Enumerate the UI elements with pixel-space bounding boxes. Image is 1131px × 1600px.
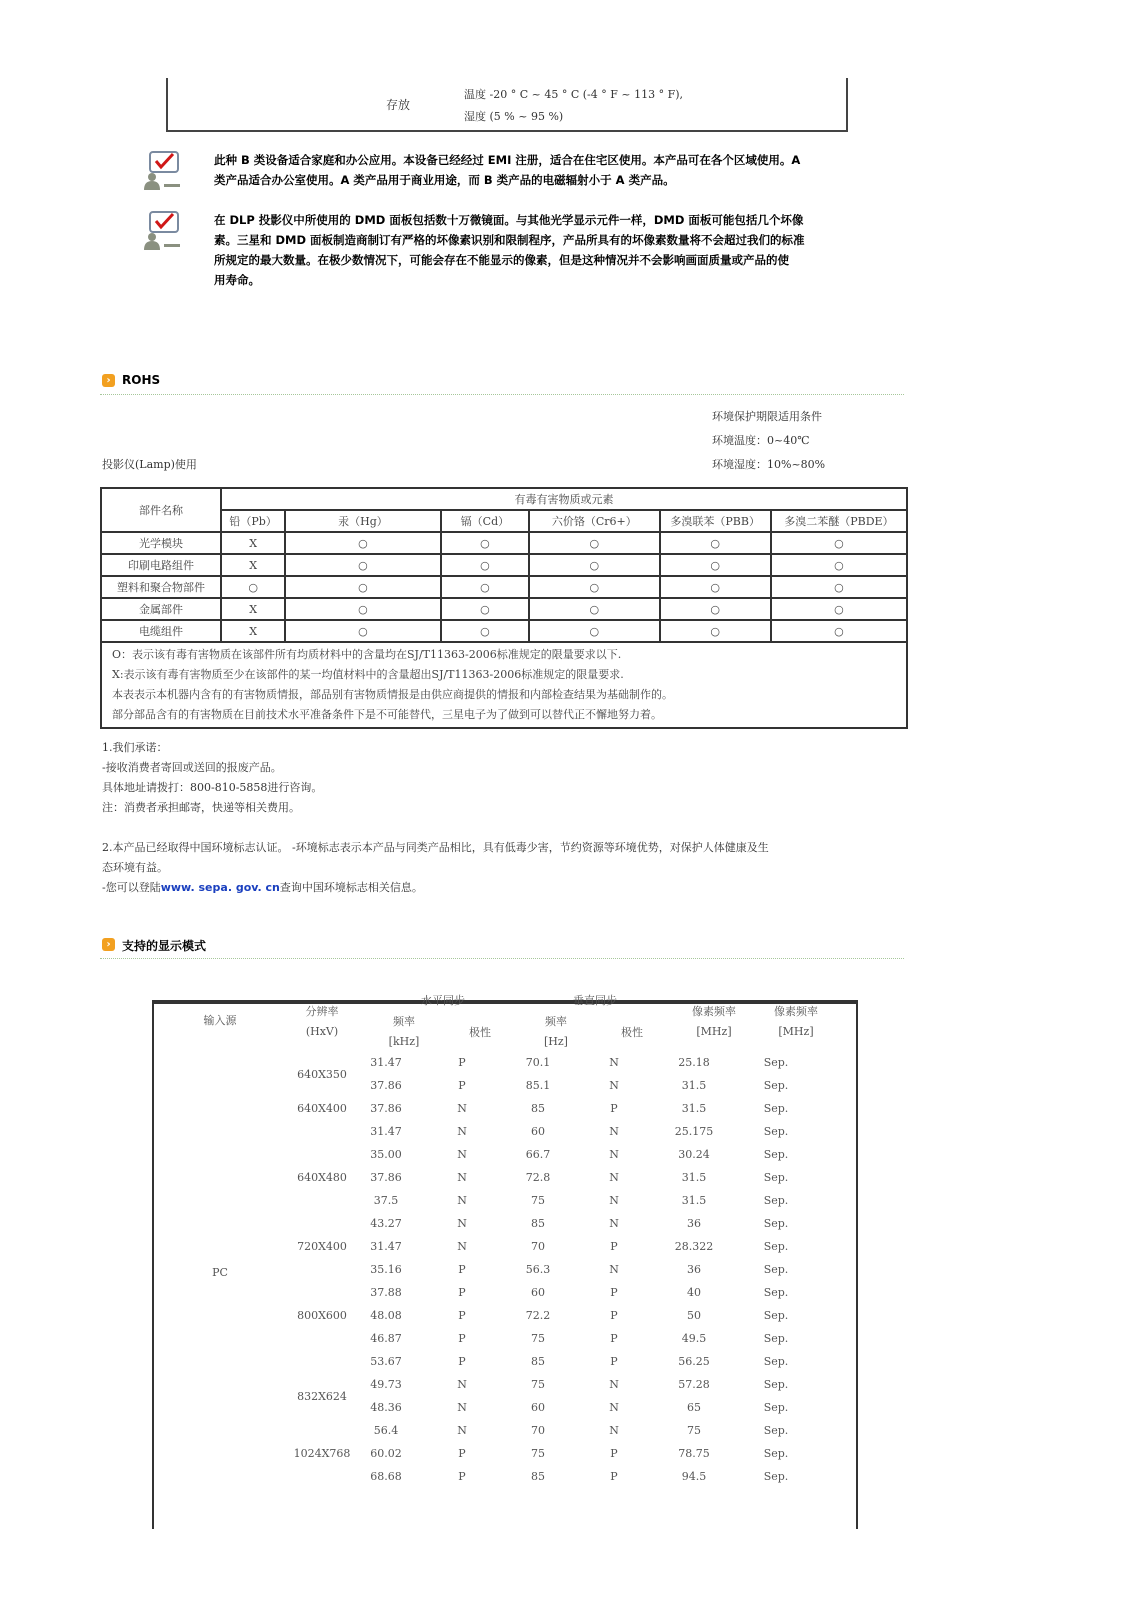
substance-cell: ○	[441, 532, 529, 554]
mode-cell: 75	[531, 1332, 545, 1345]
mode-cell: 48.36	[370, 1401, 402, 1414]
substance-cell: ○	[285, 554, 440, 576]
checkmark-person-icon	[140, 150, 184, 192]
part-name-cell: 光学模块	[101, 532, 221, 554]
header-h-polarity: 极性	[469, 1026, 491, 1039]
mode-cell: 72.8	[525, 1171, 551, 1184]
mode-cell: P	[610, 1286, 618, 1299]
mode-cell: Sep.	[763, 1171, 789, 1184]
resolution-cell: 640X480	[297, 1171, 347, 1184]
mode-cell: N	[609, 1056, 619, 1069]
part-name-cell: 塑料和聚合物部件	[101, 576, 221, 598]
substance-cell: ○	[285, 598, 440, 620]
header-v-freq: 频率 [Hz]	[544, 1015, 568, 1048]
mode-cell: N	[457, 1194, 467, 1207]
mode-cell: 43.27	[370, 1217, 402, 1230]
arrow-bullet-icon: ›	[102, 938, 115, 951]
rohs-column-header: 多溴联苯（PBB）	[660, 510, 771, 532]
mode-cell: N	[457, 1171, 467, 1184]
mode-cell: 85	[531, 1470, 545, 1483]
substance-cell: ○	[529, 598, 659, 620]
display-modes-section-header	[100, 936, 904, 959]
header-hazard-group: 有毒有害物质或元素	[221, 488, 907, 510]
mode-cell: Sep.	[763, 1194, 789, 1207]
mode-cell: 60	[531, 1401, 545, 1414]
mode-cell: Sep.	[763, 1424, 789, 1437]
mode-cell: 75	[687, 1424, 701, 1437]
sepa-link[interactable]: www. sepa. gov. cn	[160, 881, 280, 894]
substance-cell: ○	[441, 620, 529, 642]
mode-cell: 94.5	[681, 1470, 707, 1483]
input-source-pc: PC	[212, 1266, 228, 1279]
mode-cell: Sep.	[763, 1470, 789, 1483]
env-humidity: 环境湿度：10%~80%	[712, 458, 826, 471]
table-row	[101, 598, 907, 620]
mode-cell: 25.175	[674, 1125, 714, 1138]
rohs-column-header: 铅（Pb）	[221, 510, 285, 532]
checkmark-person-icon	[140, 210, 184, 252]
mode-cell: 60.02	[370, 1447, 402, 1460]
substance-cell: ○	[771, 620, 907, 642]
mode-cell: 31.5	[681, 1079, 707, 1092]
mode-cell: 37.88	[370, 1286, 402, 1299]
mode-cell: N	[609, 1125, 619, 1138]
mode-cell: Sep.	[763, 1378, 789, 1391]
mode-cell: N	[457, 1424, 467, 1437]
mode-cell: 35.16	[370, 1263, 402, 1276]
note-emi: 此种 B 类设备适合家庭和办公应用。本设备已经经过 EMI 注册，适合在住宅区使用。本产品可在各个区域使用。A 类产品适合办公室使用。A 类产品用于商业用途，而 B 类产品的电磁辐射小于 A 类产品。	[214, 153, 801, 187]
mode-cell: P	[610, 1240, 618, 1253]
rohs-title: ROHS	[122, 373, 161, 387]
rohs-table	[100, 487, 908, 729]
table-row	[101, 620, 907, 642]
resolution-cell: 1024X768	[293, 1447, 351, 1460]
header-h-freq: 频率 [kHz]	[388, 1015, 420, 1048]
mode-cell: P	[610, 1332, 618, 1345]
mode-cell: 49.5	[681, 1332, 707, 1345]
header-sync-polarity: 像素频率 [MHz]	[774, 1005, 818, 1038]
rohs-column-header-row	[101, 510, 907, 532]
mode-cell: P	[610, 1470, 618, 1483]
mode-cell: Sep.	[763, 1355, 789, 1368]
note-dmd-pixels: 在 DLP 投影仪中所使用的 DMD 面板包括数十万微镜面。与其他光学显示元件一样，DMD 面板可能包括几个坏像 素。三星和 DMD 面板制造商制订有严格的坏像素识别和限制程序，产品所具有的坏像素数量将不会超过我们的标准 所规定的最大数量。在极少数情况下，可能会存在不能显示的像素，但是这种情况并不会影响画面质量或产品的使 用寿命。	[214, 213, 805, 287]
mode-cell: 35.00	[370, 1148, 402, 1161]
mode-cell: 37.86	[370, 1171, 402, 1184]
substance-cell: ○	[529, 576, 659, 598]
mode-cell: Sep.	[763, 1102, 789, 1115]
arrow-bullet-icon: ›	[102, 374, 115, 387]
substance-cell: ○	[660, 532, 771, 554]
mode-cell: P	[610, 1447, 618, 1460]
mode-cell: Sep.	[763, 1286, 789, 1299]
mode-cell: 31.5	[681, 1171, 707, 1184]
mode-cell: N	[609, 1217, 619, 1230]
mode-cell: Sep.	[763, 1125, 789, 1138]
mode-cell: P	[458, 1332, 466, 1345]
mode-cell: 75	[531, 1378, 545, 1391]
mode-cell: P	[458, 1309, 466, 1322]
substance-cell: ○	[529, 532, 659, 554]
substance-cell: ○	[285, 620, 440, 642]
substance-cell: ○	[771, 554, 907, 576]
mode-cell: Sep.	[763, 1079, 789, 1092]
substance-cell: ○	[285, 576, 440, 598]
mode-cell: Sep.	[763, 1148, 789, 1161]
mode-cell: P	[458, 1447, 466, 1460]
mode-cell: 31.5	[681, 1194, 707, 1207]
mode-cell: N	[457, 1217, 467, 1230]
mode-cell: P	[458, 1263, 466, 1276]
mode-cell: 50	[687, 1309, 701, 1322]
rohs-footnotes: O：表示该有毒有害物质在该部件所有均质材料中的含量均在SJ/T11363-2006标准规定的限量要求以下. X:表示该有毒有害物质至少在该部件的某一均值材料中的含量超出SJ/T11363-2006标准规定的限量要求. 本表表示本机器内含有的有害物质情报，部品别有害物质情报是由供应商提供的情报和内部检查结果为基础制作的。 部分部品含有的有害物质在目前技术水平准备条件下是不可能替代，三星电子为了做到可以替代正不懈地努力着。	[101, 642, 907, 728]
mode-cell: P	[610, 1355, 618, 1368]
rohs-column-header: 镉（Cd）	[441, 510, 529, 532]
mode-cell: P	[458, 1056, 466, 1069]
mode-cell: 31.47	[370, 1056, 402, 1069]
mode-cell: 60	[531, 1286, 545, 1299]
mode-cell: N	[609, 1424, 619, 1437]
substance-cell: ○	[441, 576, 529, 598]
substance-cell: ○	[771, 576, 907, 598]
substance-cell: ○	[221, 576, 285, 598]
mode-cell: 28.322	[674, 1240, 714, 1253]
mode-cell: N	[457, 1401, 467, 1414]
mode-cell: N	[457, 1240, 467, 1253]
mode-cell: 57.28	[678, 1378, 710, 1391]
substance-cell: ○	[660, 554, 771, 576]
mode-cell: P	[610, 1102, 618, 1115]
mode-cell: 85.1	[525, 1079, 551, 1092]
substance-cell: X	[221, 620, 285, 642]
rohs-section-header	[100, 372, 904, 395]
header-resolution: 分辨率 (HxV)	[305, 1005, 339, 1038]
mode-cell: 56.3	[525, 1263, 551, 1276]
mode-cell: N	[609, 1148, 619, 1161]
mode-cell: N	[609, 1401, 619, 1414]
mode-cell: 53.67	[370, 1355, 402, 1368]
resolution-cell: 640X400	[297, 1102, 347, 1115]
storage-label: 存放	[386, 98, 411, 112]
mode-cell: 31.47	[370, 1240, 402, 1253]
mode-cell: N	[457, 1148, 467, 1161]
header-part-name: 部件名称	[101, 488, 221, 532]
mode-cell: 40	[687, 1286, 701, 1299]
substance-cell: ○	[771, 598, 907, 620]
mode-cell: Sep.	[763, 1240, 789, 1253]
mode-cell: 46.87	[370, 1332, 402, 1345]
resolution-cell: 800X600	[297, 1309, 347, 1322]
mode-cell: P	[458, 1286, 466, 1299]
mode-cell: 70.1	[525, 1056, 551, 1069]
rohs-column-header: 汞（Hg）	[285, 510, 440, 532]
mode-cell: N	[609, 1079, 619, 1092]
header-v-sync: 垂直同步	[573, 994, 617, 1007]
mode-cell: 25.18	[678, 1056, 710, 1069]
mode-cell: 48.08	[370, 1309, 402, 1322]
commitment-paragraph-1: 1.我们承诺： -接收消费者寄回或送回的报废产品。 具体地址请拨打：800-810-5858进行咨询。 注：消费者承担邮寄，快递等相关费用。	[102, 741, 323, 814]
mode-cell: N	[609, 1171, 619, 1184]
mode-cell: 37.86	[370, 1102, 402, 1115]
resolution-cell: 720X400	[297, 1240, 347, 1253]
mode-cell: 72.2	[525, 1309, 551, 1322]
mode-cell: N	[457, 1102, 467, 1115]
mode-cell: N	[609, 1263, 619, 1276]
usage-label: 投影仪(Lamp)使用	[102, 458, 197, 471]
part-name-cell: 金属部件	[101, 598, 221, 620]
mode-cell: Sep.	[763, 1309, 789, 1322]
mode-cell: Sep.	[763, 1263, 789, 1276]
mode-cell: 49.73	[370, 1378, 402, 1391]
substance-cell: X	[221, 532, 285, 554]
substance-cell: ○	[529, 554, 659, 576]
rohs-column-header: 多溴二苯醚（PBDE）	[771, 510, 907, 532]
table-row	[101, 532, 907, 554]
mode-cell: 56.4	[373, 1424, 399, 1437]
mode-cell: P	[458, 1470, 466, 1483]
mode-cell: 31.5	[681, 1102, 707, 1115]
mode-cell: N	[609, 1378, 619, 1391]
table-row	[101, 554, 907, 576]
commitment-paragraph-2: 2.本产品已经取得中国环境标志认证。 -环境标志表示本产品与同类产品相比，具有低毒少害，节约资源等环境优势，对保护人体健康及生 态环境有益。 -您可以登陆www. sepa. gov. cn查询中国环境标志相关信息。	[102, 841, 769, 894]
mode-cell: 85	[531, 1217, 545, 1230]
mode-cell: P	[610, 1309, 618, 1322]
mode-cell: 85	[531, 1355, 545, 1368]
display-modes-table	[152, 994, 858, 1529]
header-h-sync: 水平同步	[421, 994, 465, 1007]
mode-cell: 70	[531, 1240, 545, 1253]
mode-cell: 30.24	[678, 1148, 710, 1161]
mode-cell: Sep.	[763, 1447, 789, 1460]
substance-cell: ○	[771, 532, 907, 554]
mode-cell: 37.86	[370, 1079, 402, 1092]
header-pixel-clock: 像素频率 [MHz]	[692, 1005, 736, 1038]
mode-cell: Sep.	[763, 1217, 789, 1230]
mode-cell: 78.75	[678, 1447, 710, 1460]
env-temperature: 环境温度：0~40℃	[712, 434, 810, 447]
mode-cell: 68.68	[370, 1470, 402, 1483]
mode-cell: 75	[531, 1194, 545, 1207]
resolution-cell: 832X624	[297, 1389, 347, 1403]
part-name-cell: 印刷电路组件	[101, 554, 221, 576]
mode-cell: 75	[531, 1447, 545, 1460]
substance-cell: ○	[441, 554, 529, 576]
mode-cell: P	[458, 1079, 466, 1092]
mode-cell: Sep.	[763, 1056, 789, 1069]
header-v-polarity: 极性	[621, 1026, 643, 1039]
mode-cell: 60	[531, 1125, 545, 1138]
mode-cell: 56.25	[678, 1355, 710, 1368]
mode-cell: 37.5	[373, 1194, 399, 1207]
mode-cell: N	[457, 1125, 467, 1138]
storage-humidity: 湿度 (5 % ~ 95 %)	[464, 110, 564, 123]
mode-cell: 36	[687, 1217, 701, 1230]
substance-cell: ○	[529, 620, 659, 642]
substance-cell: ○	[660, 576, 771, 598]
substance-cell: X	[221, 554, 285, 576]
substance-cell: ○	[660, 598, 771, 620]
part-name-cell: 电缆组件	[101, 620, 221, 642]
mode-cell: 70	[531, 1424, 545, 1437]
header-input-source: 输入源	[203, 1014, 237, 1027]
mode-cell: Sep.	[763, 1332, 789, 1345]
mode-cell: N	[457, 1378, 467, 1391]
resolution-cell: 640X350	[297, 1067, 347, 1081]
mode-cell: P	[458, 1355, 466, 1368]
substance-cell: ○	[660, 620, 771, 642]
substance-cell: ○	[441, 598, 529, 620]
substance-cell: ○	[285, 532, 440, 554]
mode-cell: 85	[531, 1102, 545, 1115]
storage-temperature: 温度 -20 ° C ~ 45 ° C (-4 ° F ~ 113 ° F),	[464, 88, 683, 101]
env-condition-title: 环境保护期限适用条件	[712, 410, 822, 423]
rohs-column-header: 六价铬（Cr6+）	[529, 510, 659, 532]
substance-cell: X	[221, 598, 285, 620]
mode-cell: 36	[687, 1263, 701, 1276]
mode-cell: 66.7	[525, 1148, 551, 1161]
mode-cell: N	[609, 1194, 619, 1207]
table-row	[101, 576, 907, 598]
mode-cell: 65	[687, 1401, 701, 1414]
display-modes-title: 支持的显示模式	[122, 939, 207, 953]
mode-cell: Sep.	[763, 1401, 789, 1414]
mode-cell: 31.47	[370, 1125, 402, 1138]
